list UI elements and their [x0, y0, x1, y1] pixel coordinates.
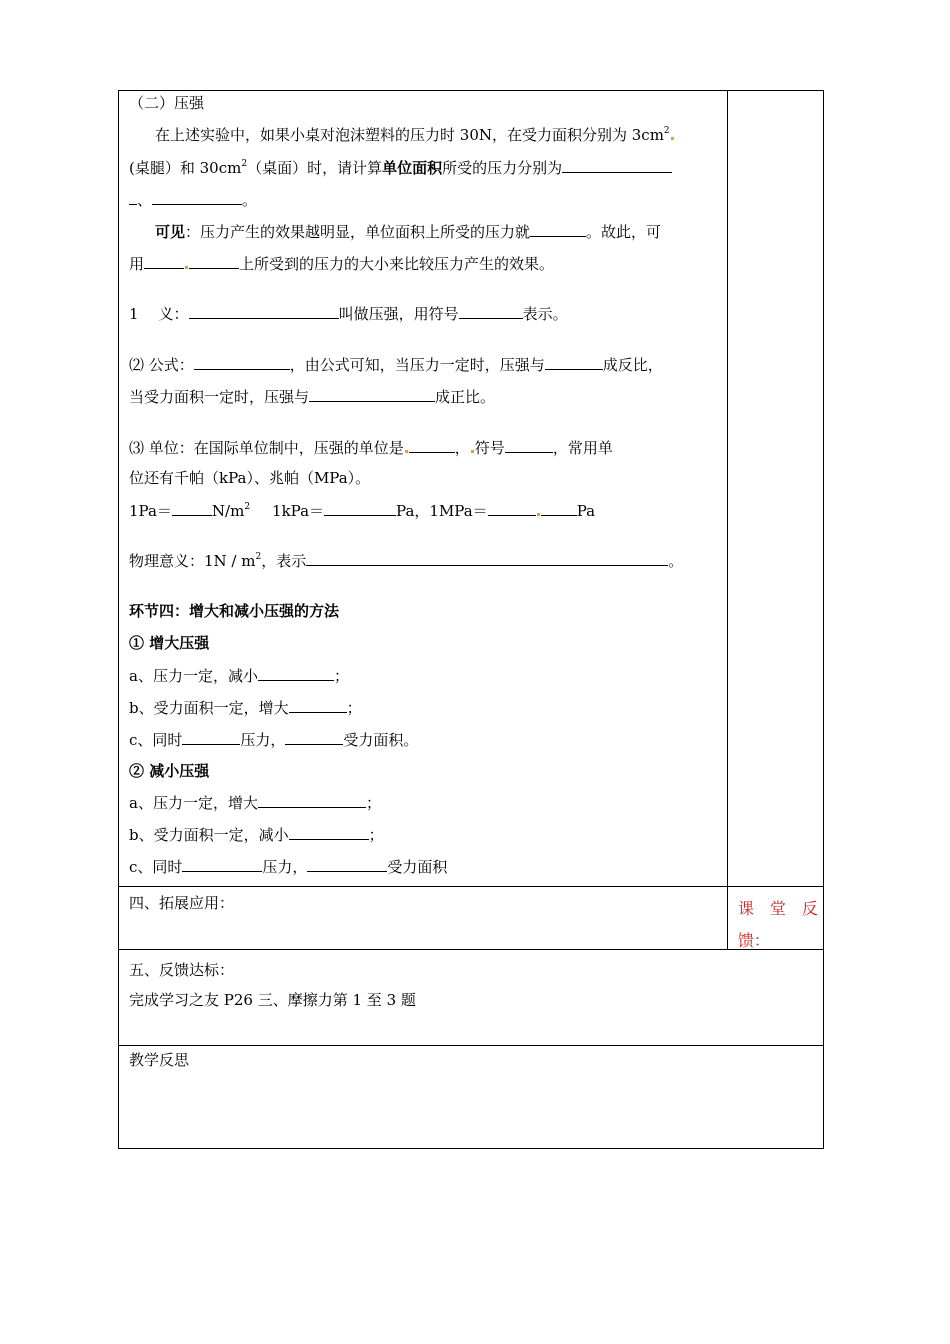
- highlight-dot: [671, 137, 674, 140]
- list-item: b、受力面积一定，减小 ；: [129, 826, 384, 844]
- highlight-dot: [405, 450, 408, 453]
- target-text: 完成学习之友 P26 三、摩擦力第 1 至 3 题: [129, 991, 416, 1009]
- highlight-dot: [537, 513, 540, 516]
- highlight-dot: [185, 266, 188, 269]
- side-cell: [727, 91, 823, 887]
- meaning-line: 物理意义：$1N / m^2$，表示 。: [129, 552, 684, 570]
- blank-field[interactable]: [306, 550, 668, 566]
- blank-field[interactable]: [144, 253, 184, 269]
- blank-field[interactable]: [505, 437, 553, 453]
- content-cell: [119, 91, 728, 887]
- target-cell: [119, 950, 824, 1046]
- reflection-cell: [119, 1046, 824, 1149]
- highlight-dot: [471, 450, 474, 453]
- list-item: a、压力一定，增大 ；: [129, 794, 381, 812]
- paragraph-line: 、 。: [129, 189, 257, 210]
- blank-field[interactable]: [258, 665, 334, 681]
- formula-line: 当受力面积一定时，压强与 成正比。: [129, 388, 496, 406]
- classroom-feedback-label: 课 堂 反 馈：: [737, 899, 818, 950]
- list-item: b、受力面积一定，增大 ；: [129, 699, 362, 717]
- decrease-heading: ② 减小压强: [129, 762, 210, 780]
- list-item: c、同时 压力， 受力面积。: [129, 731, 419, 749]
- blank-field[interactable]: [194, 354, 290, 370]
- blank-field[interactable]: [285, 729, 343, 745]
- blank-field[interactable]: [189, 253, 239, 269]
- paragraph-line: 可见：压力产生的效果越明显，单位面积上所受的压力就 。故此，可: [155, 223, 662, 241]
- section-heading: （二）压强: [129, 94, 205, 112]
- blank-field[interactable]: [189, 303, 339, 319]
- blank-field[interactable]: [541, 500, 577, 516]
- unit-line: 位还有千帕（kPa）、兆帕（MPa）。: [129, 469, 371, 487]
- conversion-line: $1Pa= N/m^2$ 1kPa＝ Pa，1MPa＝ Pa: [129, 502, 596, 520]
- increase-heading: ① 增大压强: [129, 634, 210, 652]
- blank-field[interactable]: [129, 189, 137, 205]
- extension-label: 四、拓展应用：: [129, 894, 235, 912]
- blank-field[interactable]: [289, 697, 347, 713]
- blank-field[interactable]: [152, 189, 242, 205]
- paragraph-line: 用 上所受到的压力的大小来比较压力产生的效果。: [129, 255, 555, 273]
- blank-field[interactable]: [307, 856, 387, 872]
- blank-field[interactable]: [182, 856, 262, 872]
- blank-field[interactable]: [545, 354, 603, 370]
- blank-field[interactable]: [530, 221, 586, 237]
- blank-field[interactable]: [309, 386, 435, 402]
- blank-field[interactable]: [172, 500, 212, 516]
- list-item: a、压力一定，减小 ；: [129, 667, 349, 685]
- blank-field[interactable]: [182, 729, 240, 745]
- definition-line: 1 义： 叫做压强，用符号 表示。: [129, 305, 568, 323]
- blank-field[interactable]: [258, 792, 366, 808]
- extension-cell: [119, 887, 728, 950]
- formula-line: ⑵ 公式： ，由公式可知，当压力一定时，压强与 成反比，: [129, 356, 663, 374]
- blank-field[interactable]: [324, 500, 396, 516]
- paragraph-line: (桌腿）和 $30cm^2$（桌面）时，请计算单位面积所受的压力分别为: [129, 157, 672, 178]
- blank-field[interactable]: [459, 303, 523, 319]
- feedback-side-cell: [727, 887, 823, 950]
- target-label: 五、反馈达标：: [129, 961, 235, 979]
- blank-field[interactable]: [488, 500, 536, 516]
- blank-field[interactable]: [562, 157, 672, 173]
- reflection-label: 教学反思: [129, 1051, 190, 1069]
- blank-field[interactable]: [409, 437, 455, 453]
- lesson-table: [118, 90, 824, 1149]
- section4-heading: 环节四：增大和减小压强的方法: [129, 602, 340, 620]
- unit-line: ⑶ 单位：在国际单位制中，压强的单位是 ， 符号 ，常用单: [129, 439, 613, 457]
- blank-field[interactable]: [289, 824, 369, 840]
- paragraph-line: 在上述实验中，如果小桌对泡沫塑料的压力时 30N，在受力面积分别为 $3cm^2$: [155, 125, 675, 145]
- list-item: c、同时 压力， 受力面积: [129, 858, 448, 876]
